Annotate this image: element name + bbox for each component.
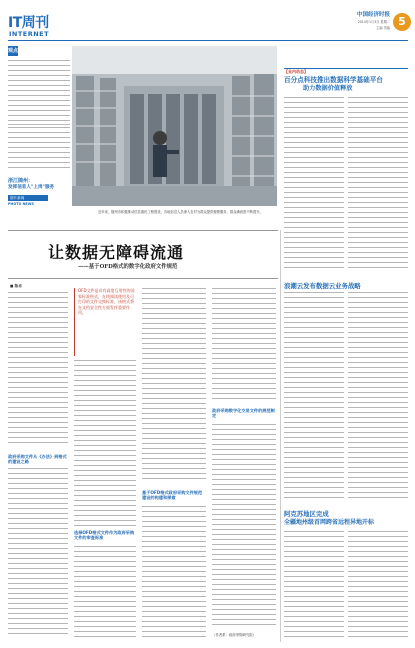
news1-text-col-2: [348, 97, 408, 275]
article-subtitle: ——基于OFD格式的数字化政府文件规范: [78, 264, 178, 270]
photo-scene: [72, 46, 277, 206]
news1-subtitle: 助力数据价值释放: [303, 85, 353, 92]
columnist-head: 浙江随州：: [8, 178, 34, 184]
section-tag: 【业内动态】: [284, 69, 308, 74]
main-col-4-text-a: [212, 288, 276, 404]
main-col-1-text-a: [8, 292, 68, 450]
editor-line: 主编 责编: [376, 26, 390, 30]
pull-quote: OFD文件是具有高度互用性的国家标准格式，在线阅读使用及可打印的文件交换标准，该格式将在文档安全性方面发挥重要作用。: [74, 288, 136, 356]
masthead-rule: [8, 40, 408, 41]
photo-caption: 近年来，随州市积极推动信息惠民工程建设，各地信息人员深入农村为群众提供便捷服务，群众满意度不断提升。: [98, 210, 263, 214]
article-photo: [72, 46, 277, 206]
main-col-2-text-b: [74, 546, 136, 640]
main-col-4-text-b: [212, 424, 276, 628]
masthead-title: [8, 12, 49, 32]
sidebar-text-block-2: [8, 127, 70, 171]
section1-head: 政府采购文件从《办法》到格式的建设之路: [8, 454, 67, 465]
photo-news-label: 图片新闻: [8, 195, 48, 201]
main-col-2-text-a: [74, 360, 136, 528]
section2-head: 选择OFD格式文件作为政府采购文件的审查标准: [74, 530, 135, 541]
sidebar-divider-1: [8, 124, 70, 125]
section-title: IT周刊: [8, 15, 49, 31]
photo-news-tag: PHOTO NEWS: [8, 202, 34, 206]
news3-text-col-1: [284, 531, 344, 641]
edition-line: 2014年1月3日 星期二: [357, 20, 390, 24]
main-col-3-text-a: [142, 288, 206, 484]
column-divider: [280, 230, 281, 642]
section3-head: 基于OFD格式政府采购文件规范建设的构建和探索: [142, 490, 203, 501]
section-subtitle-wrap: [9, 30, 49, 38]
paper-name: 中国经济时报: [356, 12, 390, 18]
news3-title: 阿克苏地区完成: [284, 510, 329, 518]
article-footer-note: （作者系：政府采购研究院）: [212, 633, 257, 637]
page-number-badge: 5: [393, 13, 411, 31]
columnist-sub: 发挥信息人"上岗"服务: [8, 185, 55, 190]
news1-text-col-1: [284, 97, 344, 275]
headline-top-rule: [8, 230, 278, 231]
sidebar-text-block-1: [8, 60, 70, 124]
main-col-1-text-b: [8, 468, 68, 640]
section-subtitle: INTERNET: [9, 30, 50, 38]
news2-title: 浪潮云发布数据云业务战略: [284, 282, 361, 290]
main-col-3-text-b: [142, 506, 206, 640]
news2-text-col-2: [348, 292, 408, 502]
section4-head: 政府采购数字化交易文件的规范制定: [212, 408, 275, 419]
headline-bottom-rule: [8, 278, 278, 279]
news3-subtitle: 全疆地州级首网跨省远程异地开标: [284, 519, 375, 526]
article-title: 让数据无障碍流通: [48, 243, 185, 262]
article-author: ■ 陈卓: [10, 284, 22, 288]
news2-text-col-1: [284, 292, 344, 502]
news3-text-col-2: [348, 531, 408, 641]
column-label: 观点: [8, 48, 19, 54]
news1-title: 百分点科技推出数据科学基础平台: [284, 76, 383, 84]
